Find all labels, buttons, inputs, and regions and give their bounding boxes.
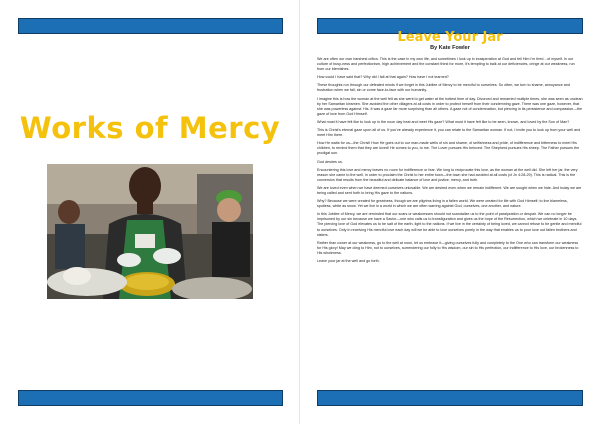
paragraph: These thoughts run through our defeated minds if we forget in this Jubilee of Mercy to be merciful to ourselves. So often, we turn to shame, annoyance and frustration when we fall, sin or come face-to-face with our humanity. [317, 83, 570, 93]
paragraph: In this Jubilee of Mercy, we are reminded that our scars or weaknesses should not scandalize us to the point of paralyzation or despair. We can no longer be imprisoned by our sin because we have a Savior—one who calls us to transfiguration and gives us the hope of the Resurrection, which we celebrate in 10 days. The piercing love of God elevates us to be salt of the earth, light to the nations. If we live in the certainty of being loved, we cannot refuse to be gentle and merciful to ourselves. Only in receiving His merciful love each day will we be able to love ourselves purely in the way that enables us to pour love out fallen brothers and sisters. [317, 212, 582, 237]
paragraph: Encountering this love and mercy leaves no room for indifference or fear. We long to reciprocate this love, as the woman at the well did. She left her jar, the very reason she came to the well, in order to proclaim the Christ to her entire town—the town she had avoided at all costs (cf Jn 4:28-29). This is radical. This is the conversion that results from the beautiful and delicate balance of love and justice, mercy, and truth. [317, 167, 578, 182]
photo-illustration [47, 164, 253, 299]
paragraph: We are often our own harshest critics. This is the case in my own life, and sometimes I look up in exasperation at God and tell Him I'm tired…of myself. In our culture of busy-ness and perfectionism, high achievement and the constant thirst for more, it's tempting to balk at our deficiencies, cringe at our weakness, run from our blemishes. [317, 57, 575, 72]
volunteers-serving-food-photo [47, 164, 253, 299]
paragraph: Leave your jar at the well and go forth. [317, 259, 380, 263]
paragraph: God desires us. [317, 159, 343, 164]
paragraph: How could I have said that? Why did I fall at that again? How have I not learned? [317, 75, 449, 80]
paragraph: Rather than cower at our weakness, go to the well at noon, let us embrace it—giving ourselves fully and completely to the One who can transform our weakness for His glory! May we cling to Him, not to ourselves, surrendering our folly to His wisdom, our sin to His perfection, our indifference to His love, our brokenness to His wholeness. [317, 240, 579, 255]
article-title: Leave Your Jar [397, 30, 503, 45]
right-page [300, 0, 600, 424]
paragraph: How He waits for us—the Christ! How He goes out to our man-made wells of sin and shame, of selfishness and pride, of indifference and bitterness to meet His children, to remind them that they are loved! He comes to you, to me. The Lover pursues His beloved. The Shepherd pursues His sheep. The Father pursues the prodigal son. [317, 141, 580, 156]
paragraph: I imagine this is how the woman at the well felt as she went to get water at the hottest time of day. Divorced and remarried multiple times, she was seen as unclean by her Samaritan kinsmen. She avoided the other villagers at all costs in order to protect herself from their condemning gaze. There was one gaze, however, that she was powerless against: His. It was a gaze far more surprising than all others. A gaze not of condemnation, but piercing in its persistence and compassion—the gaze of love from God Himself. [317, 96, 583, 116]
article-byline: By Kate Fowler [430, 45, 470, 51]
bottom-color-bar [18, 390, 283, 406]
article-body [317, 57, 583, 387]
paragraph: This is Christ's eternal gaze upon all of us. If you've already experience it, you can relate to the Samaritan woman. If not, I invite you to look up from your well and meet Him there. [317, 128, 581, 138]
top-color-bar [18, 18, 283, 34]
bottom-color-bar [317, 390, 583, 406]
paragraph: Why? Because we were created for greatness, though we are pilgrims living in a fallen world. We were created for life with God Himself; to live blameless, spotless, white as snow. Yet we live in a world in which we are often warring against God, ourselves, one another, and nature. [317, 199, 568, 209]
paragraph: What must it have felt like to look up in the noon day heat and meet His gaze? What must it have felt like to be seen, known, and loved by the Son of Man? [317, 119, 570, 124]
section-title: Works of Mercy [19, 111, 281, 145]
paragraph: We are loved even when we have deemed ourselves unlovable. We are desired even when we remain indifferent. We are sought when we hide. And today we are being called and sent forth to bring His gaze to the nations. [317, 185, 582, 195]
